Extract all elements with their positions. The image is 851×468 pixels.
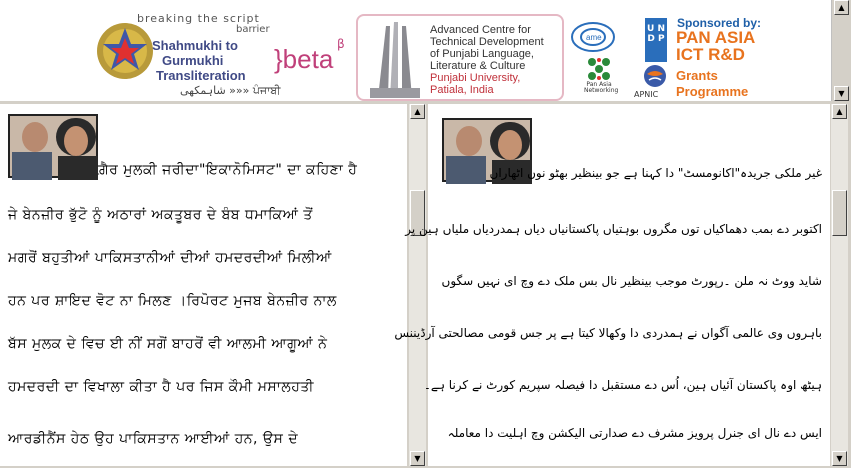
logo-tagline-top: breaking the script: [137, 12, 260, 25]
university-box: [356, 14, 564, 101]
shahmukhi-line-2: اکتوبر دے بمب دھماکیاں توں مگروں بوہتیاں پاکستانیاں دیاں ہمدردیاں ملیاں ہین پر: [405, 222, 822, 236]
gurmukhi-line-4: ਹਨ ਪਰ ਸ਼ਾਇਦ ਵੋਟ ਨਾ ਮਿਲਣ ।ਰਿਪੋਰਟ ਮੁਜਬ ਬੇਨਜ਼ੀਰ ਨਾਲ: [8, 293, 337, 309]
left-pane-scrollbar[interactable]: [409, 104, 426, 466]
university-name: [430, 72, 520, 96]
right-scroll-thumb[interactable]: [832, 190, 847, 236]
sponsor-line-3: Grants: [676, 68, 718, 83]
ame-label: ame: [586, 33, 602, 42]
shahmukhi-line-3: شاید ووٹ نہ ملن ۔رپورٹ موجب بینظیر نال بس ملک دے وچ ای نہیں سگوں: [441, 274, 822, 288]
gurmukhi-line-5: ਬੱਸ ਮੁਲਕ ਦੇ ਵਿਚ ਈ ਨੀਂ ਸਗੋਂ ਬਾਹਰੋਂ ਵੀ ਆਲਮੀ ਆਗੂਆਂ ਨੇ: [8, 336, 328, 352]
university-line-2: Patiala, India: [430, 84, 494, 96]
shahmukhi-pane: [394, 104, 830, 466]
tower-icon: [364, 20, 426, 98]
star-logo-icon: [95, 20, 155, 82]
shahmukhi-line-4: باہروں وی عالمی آگواں نے ہمدردی دا وکھالا کیتا ہے پر جس قومی مصالحتی آرڈیننس: [394, 326, 822, 340]
gurmukhi-line-1: ਗ਼ੈਰ ਮੁਲਕੀ ਜਰੀਦਾ"ਇਕਾਨੋਮਿਸਟ" ਦਾ ਕਹਿਣਾ ਹੈ: [98, 162, 358, 178]
pan-asia-label: Pan Asia Networking: [584, 81, 619, 94]
shahmukhi-line-6: ایس دے نال ای جنرل پرویز مشرف دے صدارتی الیکشن وچ اہلیت دا معاملہ: [447, 426, 822, 440]
header-banner: [0, 0, 831, 101]
left-scroll-down-icon[interactable]: ▼: [410, 451, 425, 466]
university-line-1: Punjabi University,: [430, 72, 521, 84]
undp-logo-icon: U N D P: [645, 18, 667, 62]
centre-description: [430, 24, 544, 72]
shahmukhi-line-1: غیر ملکی جریدہ"اکانومسٹ" دا کہنا ہے جو بینظیر بھٹو نوں اٹھاراں: [489, 166, 822, 180]
sponsor-line-1: PAN ASIA: [676, 28, 756, 47]
right-scroll-down-icon[interactable]: ▼: [832, 451, 847, 466]
header-scrollbar[interactable]: [831, 0, 851, 101]
sponsor-programme: [676, 68, 748, 100]
logo-tagline-bottom: barrier: [236, 24, 270, 35]
apnic-globe-icon: [643, 64, 667, 88]
logo-script-names: شاہمکھی »»» ਪੰਜਾਬੀ: [180, 84, 281, 97]
logo-line-3: Transliteration: [156, 68, 246, 83]
gurmukhi-line-6: ਹਮਦਰਦੀ ਦਾ ਵਿਖਾਲਾ ਕੀਤਾ ਹੈ ਪਰ ਜਿਸ ਕੌਮੀ ਮਸਾਲਹਤੀ: [8, 379, 314, 395]
centre-line-4: Literature & Culture: [430, 60, 526, 72]
centre-line-3: of Punjabi Language,: [430, 48, 534, 60]
sponsor-line-2: ICT R&D: [676, 45, 745, 64]
scroll-up-icon[interactable]: ▲: [834, 0, 849, 15]
right-scroll-up-icon[interactable]: ▲: [832, 104, 847, 119]
gurmukhi-pane: [0, 104, 407, 466]
centre-line-2: Technical Development: [430, 36, 544, 48]
left-scroll-up-icon[interactable]: ▲: [410, 104, 425, 119]
right-pane-scrollbar[interactable]: [831, 104, 848, 466]
shahmukhi-line-5: ہیٹھ اوہ پاکستان آئیاں ہین، اُس دے مستقبل دا فیصلہ سپریم کورٹ نے کرنا ہے۔: [423, 378, 822, 392]
beta-label: }beta: [274, 44, 334, 74]
gurmukhi-line-3: ਮਗਰੋਂ ਬਹੁਤੀਆਂ ਪਾਕਿਸਤਾਨੀਆਂ ਦੀਆਂ ਹਮਦਰਦੀਆਂ ਮਿਲੀਆਂ: [8, 250, 332, 266]
logo-line-1: Shahmukhi to: [152, 38, 238, 53]
ame-logo-icon: [570, 20, 616, 54]
logo-line-2: Gurmukhi: [162, 53, 224, 68]
apnic-label: APNIC: [634, 90, 659, 99]
sponsor-name: [676, 29, 755, 63]
sponsor-line-4: Programme: [676, 84, 749, 99]
scroll-down-icon[interactable]: ▼: [834, 86, 849, 101]
centre-line-1: Advanced Centre for: [430, 24, 531, 36]
sponsored-by-label: Sponsored by:: [677, 16, 762, 30]
gurmukhi-line-7: ਆਰਡੀਨੈਂਸ ਹੇਠ ਉਹ ਪਾਕਿਸਤਾਨ ਆਈਆਂ ਹਨ, ਉਸ ਦੇ: [8, 431, 299, 447]
beta-superscript: β: [337, 37, 345, 51]
gurmukhi-line-2: ਜੇ ਬੇਨਜ਼ੀਰ ਭੁੱਟੋ ਨੂੰ ਅਠਾਰਾਂ ਅਕਤੂਬਰ ਦੇ ਬੰਬ ਧਮਾਕਿਆਂ ਤੋਂ: [8, 207, 313, 223]
pan-asia-networking-icon: [585, 56, 613, 82]
news-photo: [8, 114, 98, 178]
